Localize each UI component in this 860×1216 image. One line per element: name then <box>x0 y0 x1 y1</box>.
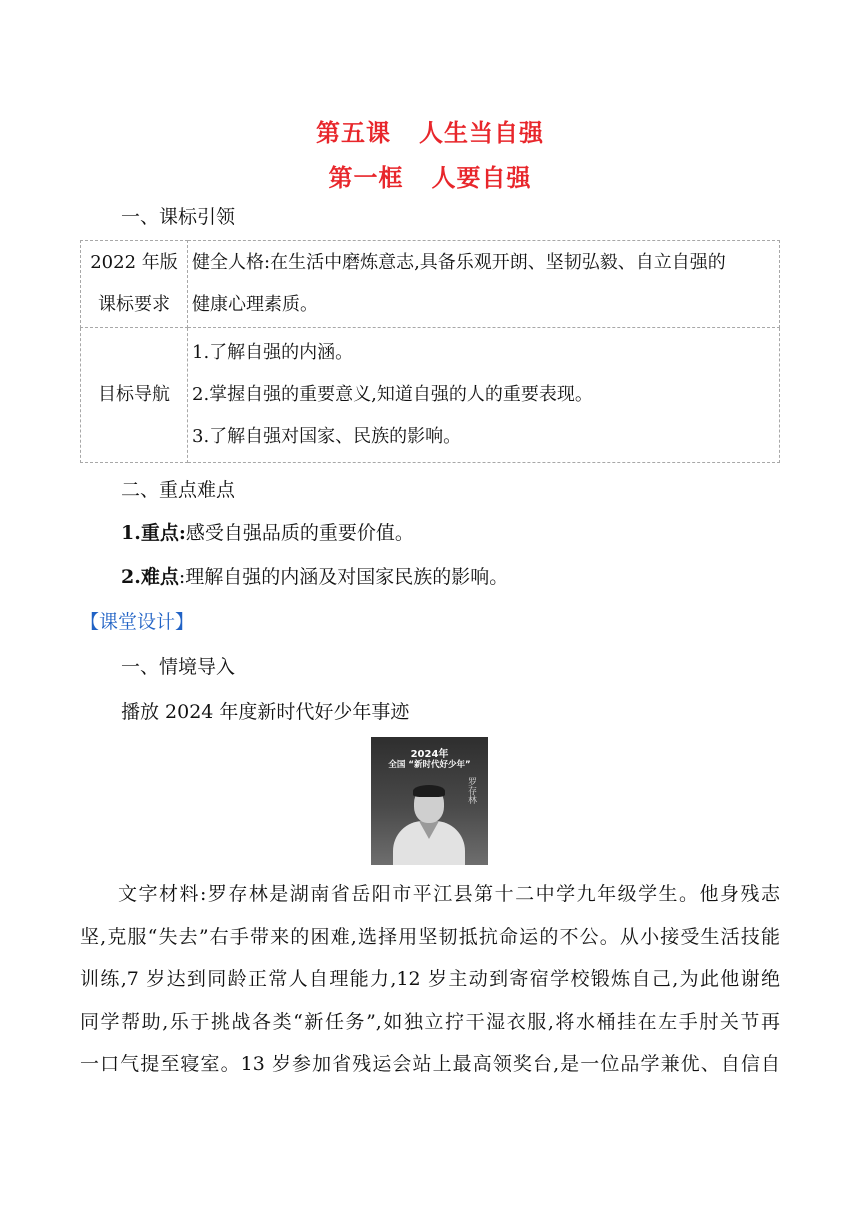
heading-key-points: 二、重点难点 <box>121 479 236 501</box>
goal-item: 3.了解自强对国家、民族的影响。 <box>192 426 462 447</box>
paragraph-line: 训练,7 岁达到同龄正常人自理能力,12 岁主动到寄宿学校锻炼自己,为此他谢绝 <box>80 968 780 991</box>
student-photo <box>371 737 488 865</box>
lesson-title <box>0 113 860 148</box>
student-figure-hair <box>413 785 445 797</box>
section-name: 人要自强 <box>431 164 532 192</box>
table-row <box>81 328 780 463</box>
curriculum-table <box>80 240 780 463</box>
key-point-text: 感受自强品质的重要价值。 <box>185 522 414 544</box>
table-text-cell <box>188 241 780 328</box>
standard-year-label: 2022 年版 <box>90 252 178 273</box>
goal-item: 1.了解自强的内涵。 <box>192 342 354 363</box>
difficult-point-label: 2.难点 <box>121 566 179 588</box>
section-title <box>0 158 860 193</box>
class-design-heading: 【课堂设计】 <box>80 611 195 633</box>
table-label-cell <box>81 241 188 328</box>
photo-caption-title: 全国 “新时代好少年” <box>388 760 471 770</box>
requirement-text-line: 健全人格:在生活中磨炼意志,具备乐观开朗、坚韧弘毅、自立自强的 <box>192 252 726 273</box>
goals-cell <box>188 328 780 463</box>
section-number: 第一框 <box>328 164 404 192</box>
difficult-point-line <box>121 565 508 589</box>
goal-label: 目标导航 <box>81 328 188 463</box>
key-point-label: 1.重点: <box>121 522 186 544</box>
table-row <box>81 241 780 328</box>
photo-caption-name: 罗存林 <box>466 777 476 804</box>
standard-requirement-label: 课标要求 <box>98 294 170 315</box>
paragraph-line: 文字材料:罗存林是湖南省岳阳市平江县第十二中学九年级学生。他身残志 <box>118 883 780 905</box>
material-paragraph <box>80 873 780 1086</box>
lesson-number: 第五课 <box>316 119 391 147</box>
photo-caption-year: 2024年 <box>410 749 449 760</box>
heading-intro: 一、情境导入 <box>121 656 236 678</box>
play-video-line: 播放 2024 年度新时代好少年事迹 <box>121 701 410 723</box>
difficult-point-text: :理解自强的内涵及对国家民族的影响。 <box>178 566 509 588</box>
lesson-name: 人生当自强 <box>419 119 544 147</box>
heading-curriculum: 一、课标引领 <box>121 206 236 228</box>
paragraph-line: 同学帮助,乐于挑战各类“新任务”,如独立拧干湿衣服,将水桶挂在左手肘关节再 <box>80 1010 780 1033</box>
goal-item: 2.掌握自强的重要意义,知道自强的人的重要表现。 <box>192 384 593 405</box>
key-point-line <box>121 521 414 545</box>
paragraph-line: 坚,克服“失去”右手带来的困难,选择用坚韧抵抗命运的不公。从小接受生活技能 <box>80 925 780 948</box>
paragraph-line: 一口气提至寝室。13 岁参加省残运会站上最高领奖台,是一位品学兼优、自信自 <box>80 1053 780 1076</box>
requirement-text-line: 健康心理素质。 <box>192 294 318 315</box>
